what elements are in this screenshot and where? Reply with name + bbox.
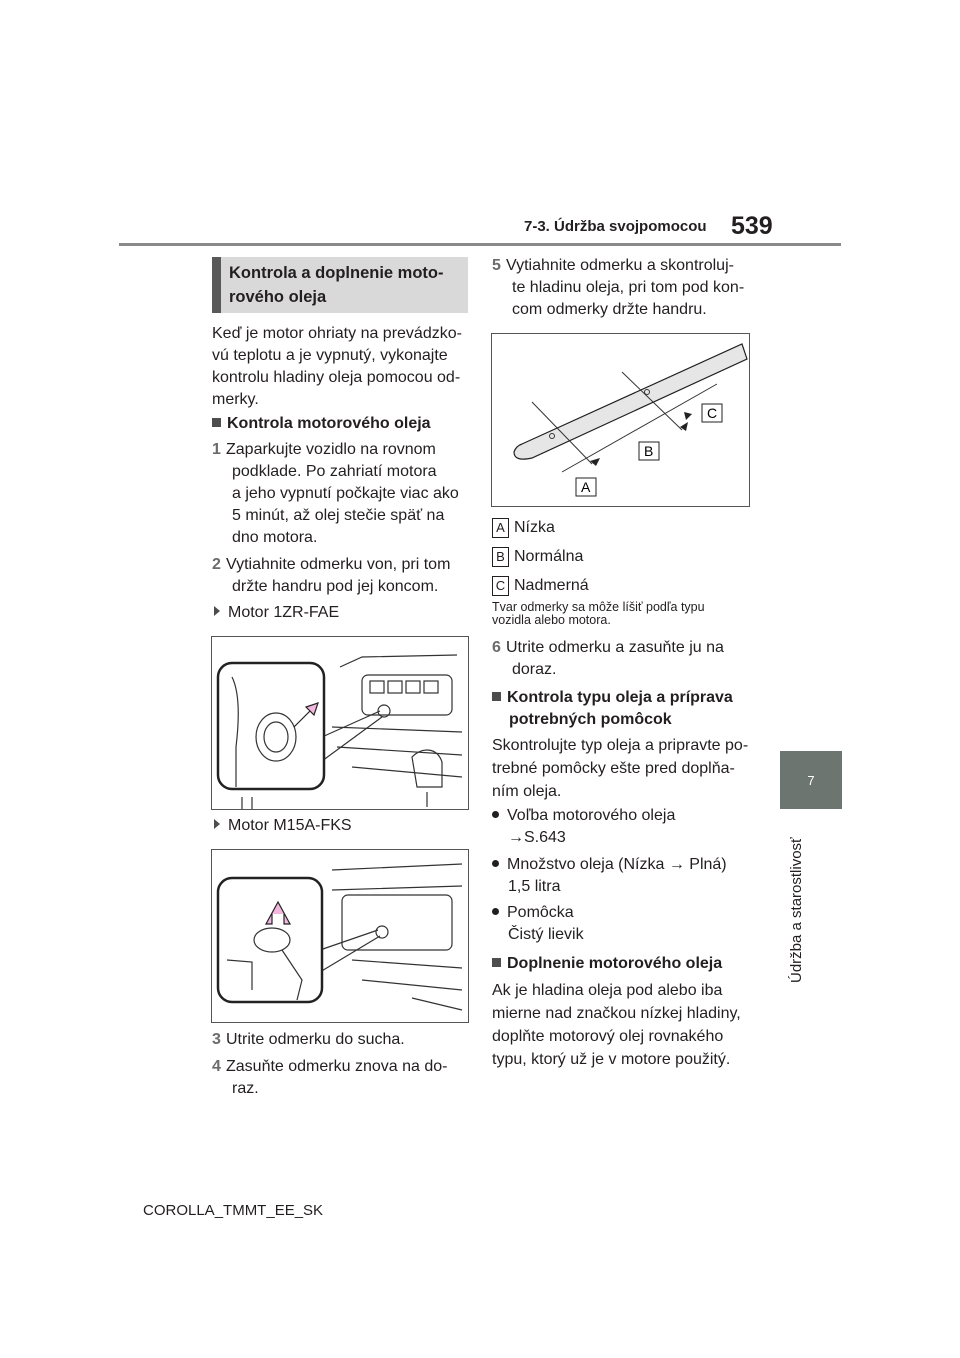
step-number: 3 — [212, 1031, 221, 1048]
note-line: vozidla alebo motora. — [492, 613, 611, 627]
heading-line-2: rového oleja — [229, 288, 327, 306]
step-line: com odmerky držte handru. — [512, 301, 707, 318]
dipstick-blade — [514, 344, 747, 459]
step-number: 2 — [212, 556, 221, 573]
note-line: Tvar odmerky sa môže líšiť podľa typu — [492, 600, 705, 614]
bullet-dot-icon — [492, 811, 499, 818]
heading-text — [221, 257, 452, 313]
arrow-mark — [684, 412, 692, 420]
engine-illustration-2 — [212, 850, 468, 1022]
step-2 — [212, 554, 472, 598]
engine-detail-lines — [352, 960, 462, 1010]
step-line: raz. — [232, 1080, 259, 1097]
legend-text: Nadmerná — [514, 577, 589, 594]
engine-part — [412, 750, 442, 787]
legend-text: Nízka — [514, 519, 555, 536]
intro-line: kontrolu hladiny oleja pomocou od- — [212, 369, 461, 386]
paragraph-line: trebné pomôcky ešte pred doplňa- — [492, 760, 735, 777]
intro-line: Keď je motor ohriaty na prevádzko- — [212, 325, 462, 342]
chapter-side-title — [788, 818, 810, 983]
step-line: Zasuňte odmerku znova na do- — [226, 1058, 448, 1075]
bullet-3 — [492, 902, 584, 946]
type-paragraph — [492, 734, 762, 803]
subheading-type — [492, 687, 733, 731]
bullet-line: Množstvo oleja (Nízka → Plná) — [507, 856, 727, 873]
paragraph-line: Skontrolujte typ oleja a pripravte po- — [492, 737, 749, 754]
step-line: podklade. Po zahriatí motora — [232, 463, 437, 480]
chapter-tab: 7 — [780, 751, 842, 809]
square-bullet-icon — [212, 418, 221, 427]
step-number: 1 — [212, 441, 221, 458]
hood-line — [340, 655, 457, 667]
arrow-mark — [590, 458, 600, 466]
step-line: te hladinu oleja, pri tom pod kon- — [512, 279, 745, 296]
triangle-bullet-icon — [214, 606, 220, 616]
callout-lines — [320, 930, 380, 972]
step-line: držte handru pod jej koncom. — [232, 578, 439, 595]
legend-badge: C — [492, 576, 509, 596]
page-number: 539 — [731, 212, 773, 240]
engine-block — [342, 895, 452, 950]
label-b: B — [644, 443, 654, 459]
cover-detail — [424, 681, 438, 693]
square-bullet-icon — [492, 958, 501, 967]
engine-label-2-text: Motor M15A-FKS — [228, 817, 352, 834]
triangle-bullet-icon — [214, 819, 220, 829]
dipstick-handle — [376, 926, 388, 938]
intro-paragraph — [212, 323, 472, 411]
subheading-check — [212, 413, 431, 435]
step-line: Vytiahnite odmerku a skontroluj- — [506, 257, 734, 274]
heading-line-1: Kontrola a doplnenie moto- — [229, 264, 444, 282]
subheading-fill — [492, 953, 722, 975]
dipstick-illustration — [492, 334, 749, 506]
heading-bar — [212, 257, 221, 313]
cover-detail — [406, 681, 420, 693]
paragraph-line: typu, ktorý už je v motore použitý. — [492, 1051, 731, 1068]
fill-paragraph — [492, 979, 762, 1071]
bullet-line: Pomôcka — [507, 904, 574, 921]
callout-lines — [322, 711, 382, 761]
step-line: Zaparkujte vozidlo na rovnom — [226, 441, 436, 458]
subheading-fill-text: Doplnenie motorového oleja — [507, 955, 723, 972]
cover-detail — [370, 681, 384, 693]
subheading-check-text: Kontrola motorového oleja — [227, 415, 431, 432]
legend-item — [492, 513, 589, 542]
chapter-side-title-text: Údržba a starostlivosť — [788, 837, 805, 983]
dipstick-figure — [491, 333, 750, 507]
legend — [492, 513, 589, 600]
intro-line: vú teplotu a je vypnutý, vykonajte — [212, 347, 448, 364]
zoom-box — [218, 878, 322, 1002]
engine-label-1 — [214, 602, 339, 624]
square-bullet-icon — [492, 692, 501, 701]
bullet-line: 1,5 litra — [508, 878, 561, 895]
step-line: doraz. — [512, 661, 557, 678]
legend-badge: A — [492, 518, 509, 538]
cover-detail — [388, 681, 402, 693]
bullet-dot-icon — [492, 908, 499, 915]
bullet-line: →S.643 — [508, 829, 566, 846]
step-6 — [492, 637, 762, 681]
step-line: Utrite odmerku do sucha. — [226, 1031, 405, 1048]
step-number: 4 — [212, 1058, 221, 1075]
step-line: dno motora. — [232, 529, 318, 546]
engine-figure-m15a — [211, 849, 469, 1023]
engine-illustration-1 — [212, 637, 468, 809]
step-5 — [492, 255, 762, 321]
label-c: C — [707, 405, 718, 421]
step-3 — [212, 1029, 405, 1051]
step-number: 6 — [492, 639, 501, 656]
legend-item — [492, 542, 589, 571]
intro-line: merky. — [212, 391, 259, 408]
bullet-line: Voľba motorového oleja — [507, 807, 676, 824]
section-heading — [212, 257, 468, 313]
step-line: 5 minút, až olej stečie späť na — [232, 507, 445, 524]
bullet-2 — [492, 854, 727, 898]
legend-item — [492, 571, 589, 600]
paragraph-line: mierne nad značkou nízkej hladiny, — [492, 1005, 741, 1022]
step-line: Vytiahnite odmerku von, pri tom — [226, 556, 451, 573]
step-number: 5 — [492, 257, 501, 274]
footer-doc-code: COROLLA_TMMT_EE_SK — [143, 1202, 324, 1219]
section-title: 7-3. Údržba svojpomocou — [524, 218, 707, 235]
paragraph-line: doplňte motorový olej rovnakého — [492, 1028, 724, 1045]
header-rule — [119, 243, 841, 246]
engine-figure-1zr — [211, 636, 469, 810]
subheading-line: potrebných pomôcok — [509, 711, 672, 728]
engine-detail-lines — [332, 864, 462, 890]
engine-label-1-text: Motor 1ZR-FAE — [228, 604, 340, 621]
bullet-dot-icon — [492, 860, 499, 867]
frame-lines — [242, 792, 427, 809]
step-1 — [212, 439, 472, 549]
step-line: Utrite odmerku a zasuňte ju na — [506, 639, 724, 656]
engine-label-2 — [214, 815, 352, 837]
step-line: a jeho vypnutí počkajte viac ako — [232, 485, 459, 502]
paragraph-line: Ak je hladina oleja pod alebo iba — [492, 982, 723, 999]
bullet-1 — [492, 805, 675, 849]
label-a: A — [581, 479, 591, 495]
legend-text: Normálna — [514, 548, 584, 565]
bullet-line: Čistý lievik — [508, 926, 584, 943]
legend-badge: B — [492, 547, 509, 567]
subheading-line: Kontrola typu oleja a príprava — [507, 689, 733, 706]
paragraph-line: ním oleja. — [492, 783, 562, 800]
step-4 — [212, 1056, 472, 1100]
shape-note — [492, 601, 705, 627]
